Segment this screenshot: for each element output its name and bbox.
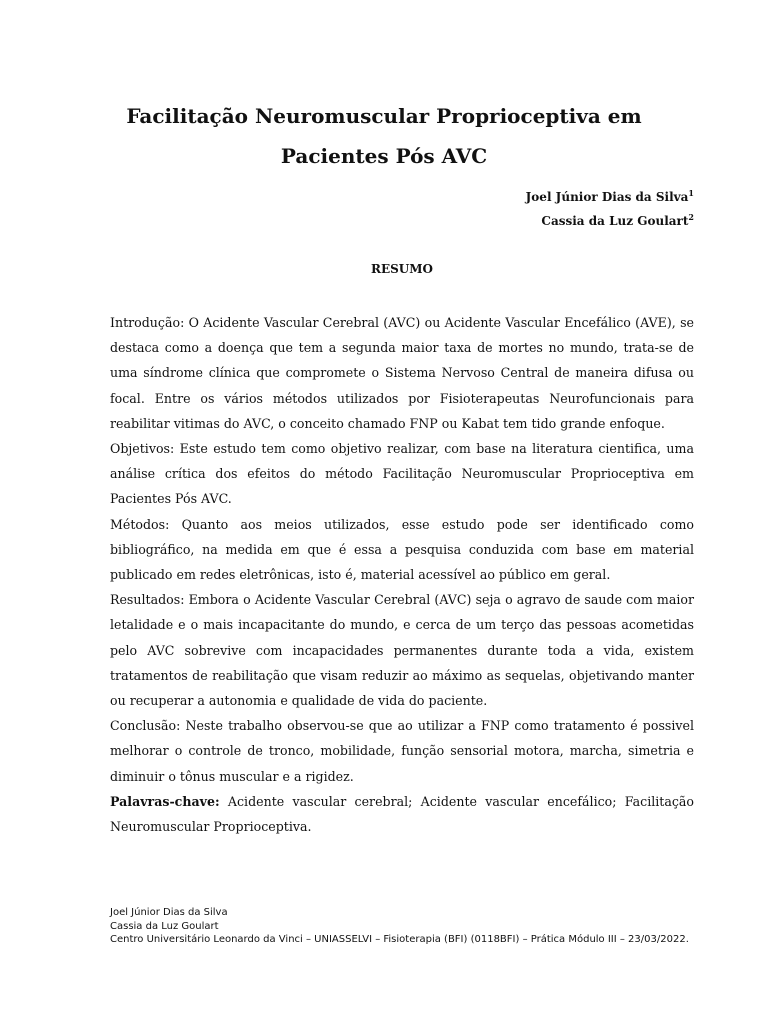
paragraph-objetivos: Objetivos: Este estudo tem como objetivo realizar, com base na literatura cientifica, uma análise crítica dos efeitos do método Facilitação Neuromuscular Proprioceptiva em Pacientes Pós AVC. xyxy=(110,441,694,507)
footnote-line-2: Cassia da Luz Goulart xyxy=(110,920,219,932)
author-2-name: Cassia da Luz Goulart xyxy=(541,214,689,228)
document-title: Facilitação Neuromuscular Proprioceptiva em Pacientes Pós AVC xyxy=(126,104,642,168)
author-1-name: Joel Júnior Dias da Silva xyxy=(525,190,689,204)
author-2 xyxy=(526,209,694,233)
paragraph-resultados: Resultados: Embora o Acidente Vascular Cerebral (AVC) seja o agravo de saude com maior letalidade e o mais incapacitante do mundo, e cerca de um terço das pessoas acometidas pelo AVC sobrevive com incapacidades permanentes durante toda a vida, existem tratamentos de reabilitação que visam reduzir ao máximo as sequelas, objetivando manter ou recuperar a autonomia e qualidade de vida do paciente. xyxy=(110,592,694,709)
section-heading: RESUMO xyxy=(371,262,433,276)
author-2-mark: 2 xyxy=(688,212,694,222)
footnote-line-1: Joel Júnior Dias da Silva xyxy=(110,907,228,918)
paragraph-metodos: Métodos: Quanto aos meios utilizados, esse estudo pode ser identificado como bibliográfico, na medida em que é essa a pesquisa conduzida com base em material publicado em redes eletrônicas, isto é, material acessível ao público em geral. xyxy=(110,516,694,583)
footnote xyxy=(110,906,690,947)
paragraph-introducao: Introdução: O Acidente Vascular Cerebral (AVC) ou Acidente Vascular Encefálico (AVE), se destaca como a doença que tem a segunda maior taxa de mortes no mundo, trata-se de uma síndrome clínica que compromete o Sistema Nervoso Central de maneira difusa ou focal. Entre os vários métodos utilizados por Fisioterapeutas Neurofuncionais para reabilitar vitimas do AVC, o conceito chamado FNP ou Kabat tem tido grande enfoque. xyxy=(110,315,694,431)
keywords-text: Acidente vascular cerebral; Acidente vascular encefálico; Facilitação Neuromuscular Proprioceptiva. xyxy=(110,793,694,835)
abstract-body xyxy=(110,310,694,839)
author-list xyxy=(526,185,694,233)
author-1 xyxy=(526,185,694,209)
keywords-label: Palavras-chave: xyxy=(110,793,220,809)
paragraph-conclusao: Conclusão: Neste trabalho observou-se que ao utilizar a FNP como tratamento é possivel melhorar o controle de tronco, mobilidade, função sensorial motora, marcha, simetria e diminuir o tônus muscular e a rigidez. xyxy=(110,718,694,784)
author-1-mark: 1 xyxy=(688,188,694,198)
keywords-paragraph xyxy=(110,789,694,839)
footnote-line-3: Centro Universitário Leonardo da Vinci – UNIASSELVI – Fisioterapia (BFI) (0118BFI) – Prática Módulo III – 23/03/2022. xyxy=(110,934,689,945)
